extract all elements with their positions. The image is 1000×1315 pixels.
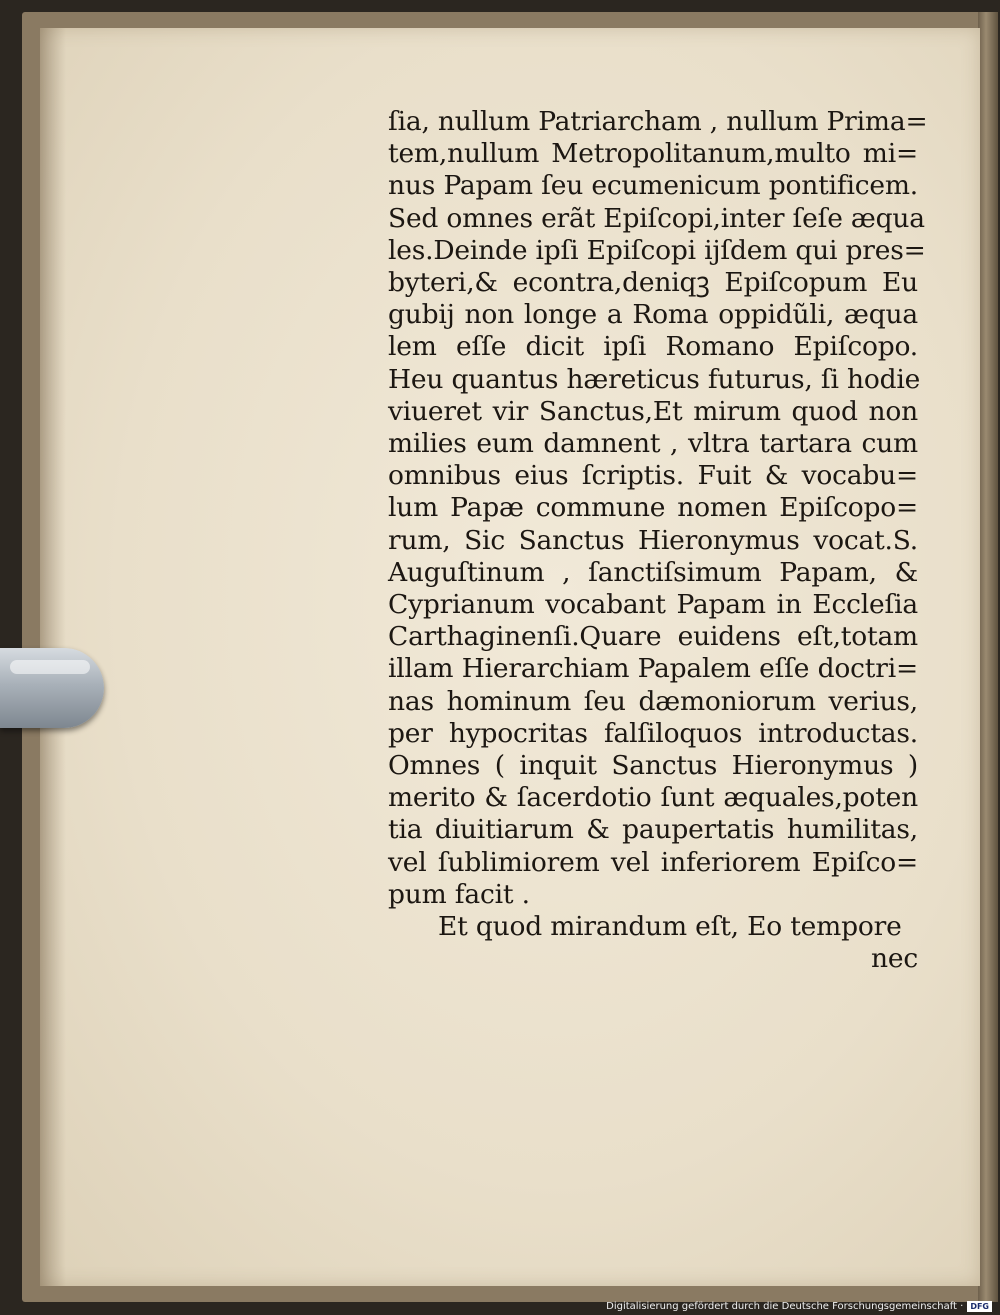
text-line: per hypocritas falſiloquos introductas. xyxy=(388,717,918,749)
text-block xyxy=(388,106,928,975)
text-line: milies eum damnent , vltra tartara cum xyxy=(388,428,918,460)
text-line: nas hominum ſeu dæmoniorum verius, xyxy=(388,685,918,717)
text-line: omnibus eius ſcriptis. Fuit & vocabu= xyxy=(388,460,918,492)
text-line: byteri,& econtra,deniqꝫ Epiſcopum Eu xyxy=(388,267,918,299)
text-line: lem eſſe dicit ipſi Romano Epiſcopo. xyxy=(388,331,918,363)
text-line: merito & ſacerdotio ſunt æquales,poten xyxy=(388,782,918,814)
text-line: lum Papæ commune nomen Epiſcopo= xyxy=(388,492,918,524)
footer-credit: Digitalisierung gefördert durch die Deutsche Forschungsgemeinschaft · xyxy=(606,1300,964,1312)
text-line: Auguſtinum , ſanctiſsimum Papam, & xyxy=(388,556,918,588)
text-line: tem,nullum Metropolitanum,multo mi= xyxy=(388,138,918,170)
text-line: les.Deinde ipſi Epiſcopi ijſdem qui pres= xyxy=(388,234,926,266)
text-line: vel ſublimiorem vel inferiorem Epiſco= xyxy=(388,846,918,878)
text-line: illam Hierarchiam Papalem eſſe doctri= xyxy=(388,653,918,685)
text-line: viueret vir Sanctus,Et mirum quod non xyxy=(388,395,918,427)
text-line: Sed omnes erãt Epiſcopi,inter ſeſe æqua xyxy=(388,202,925,234)
text-line: rum, Sic Sanctus Hieronymus vocat.S. xyxy=(388,524,918,556)
dfg-logo-icon: DFG xyxy=(967,1301,992,1312)
text-line: Heu quantus hæreticus futurus, ſi hodie xyxy=(388,363,921,395)
text-line: pum facit . xyxy=(388,878,530,910)
text-line: tia diuitiarum & paupertatis humilitas, xyxy=(388,814,918,846)
text-line: ſia, nullum Patriarcham , nullum Prima= xyxy=(388,106,928,137)
text-line: gubij non longe a Roma oppidũli, æqua xyxy=(388,299,918,331)
text-line: nus Papam ſeu ecumenicum pontificem. xyxy=(388,170,918,202)
digitization-footer xyxy=(606,1299,992,1313)
clip-highlight xyxy=(10,660,90,674)
board-edge xyxy=(978,12,998,1302)
text-line: Cyprianum vocabant Papam in Eccleſia xyxy=(388,589,918,621)
text-line: Carthaginenſi.Quare euidens eſt,totam xyxy=(388,621,918,653)
catchword: nec xyxy=(871,943,918,975)
text-line: Omnes ( inquit Sanctus Hieronymus ) xyxy=(388,750,918,782)
paragraph-start-line: Et quod mirandum eſt, Eo tempore xyxy=(438,911,902,943)
